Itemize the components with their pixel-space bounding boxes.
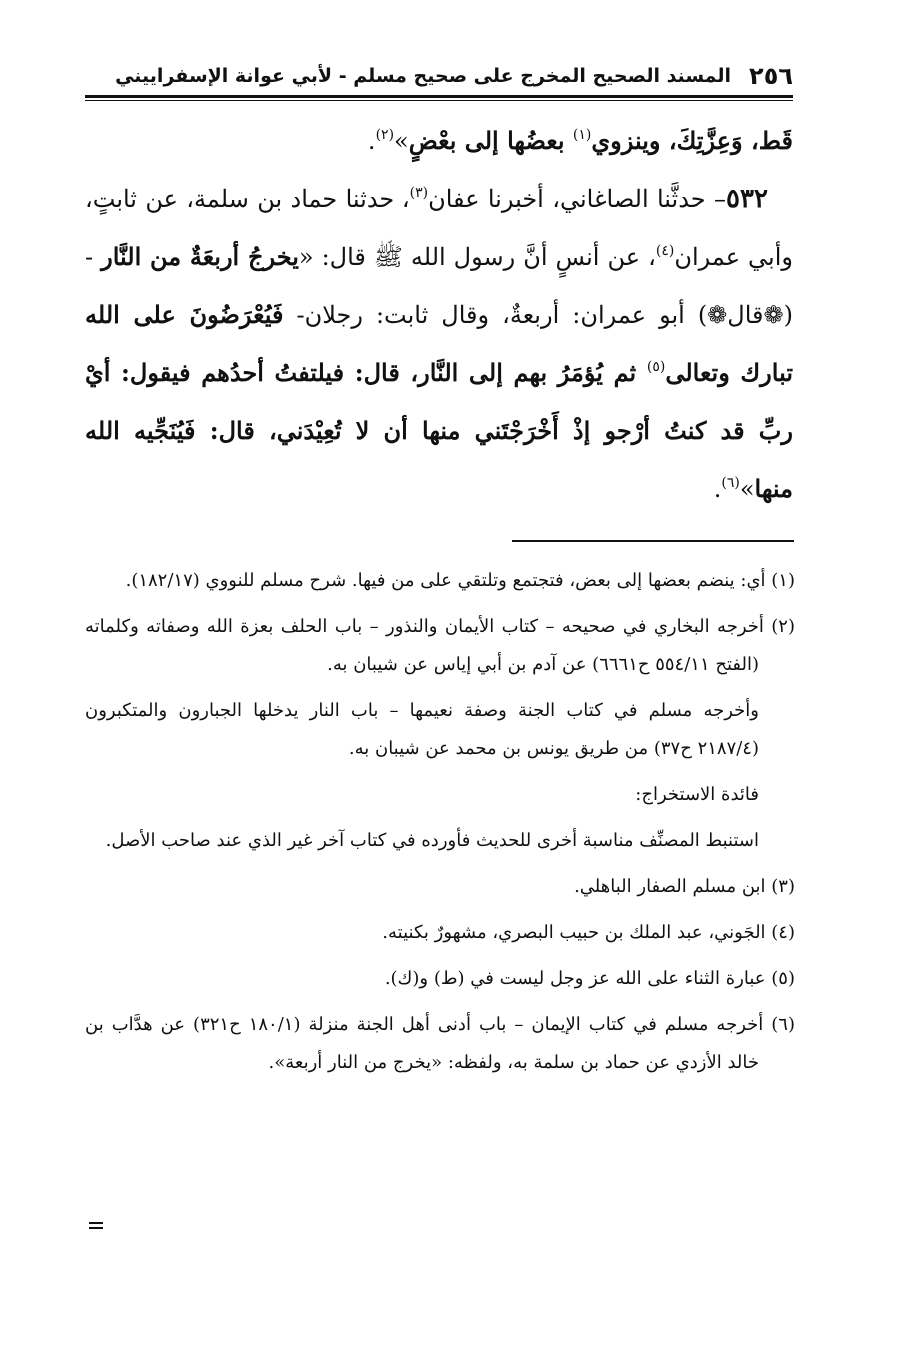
hadith-paragraph (85, 170, 793, 518)
period: . (367, 127, 376, 155)
footnote-separator (512, 540, 794, 542)
footnote-ref-2: (٢) (375, 127, 395, 143)
footnote-2-continued: وأخرجه مسلم في كتاب الجنة وصفة نعيمها – باب النار يدخلها الجبارون والمتكبرون (٢١٨٧/٤ ح٣٧) من طريق يونس بن محمد عن شيبان به. (85, 700, 759, 759)
footnote-6: (٦) أخرجه مسلم في كتاب الإيمان – باب أدنى أهل الجنة منزلة (١٨٠/١ ح٣٢١) عن هدَّاب بن خالد الأزدي عن حماد بن سلمة به، ولفظه: «يخرج من النار أربعة». (85, 1014, 795, 1073)
quote-close: » (394, 127, 409, 155)
page-number: ٢٥٦ (749, 62, 793, 90)
matn-bold: يخرجُ أربعَةٌ من النَّار (101, 242, 299, 271)
text-bold: قَط، وَعِزَّتِكَ، وينزوي (591, 126, 793, 155)
header-rule-thin (85, 100, 793, 101)
footnote-ref-4: (٤) (655, 243, 675, 259)
footnotes (85, 562, 795, 1090)
text-bold: بعضُها إلى بعْضٍ (408, 126, 573, 155)
period: . (713, 475, 722, 503)
header-rule-thick (85, 95, 793, 98)
matn-bold: فَيُعْرَضُونَ على الله تبارك وتعالى (85, 300, 793, 387)
matn-bold: ثم يُؤمَرُ بهم إلى النَّار، قال: فيلتفتُ أحدُهم فيقول: أيْ ربِّ قد كنتُ أرْجو إذْ أَخْرَجْتَني منها أن لا تُعِيْدَني، قال: فَيُنَجِّيه الله منها (85, 358, 793, 503)
hadith-number: ٥٣٢ (726, 184, 768, 214)
isnad-text: ، عن أنسٍ أنَّ رسول الله ﷺ قال: « (298, 243, 656, 271)
footnote-5: (٥) عبارة الثناء على الله عز وجل ليست في (ط) و(ك). (384, 968, 795, 989)
isnad-text: -(❁قال❁) أبو عمران: أربعةٌ، وقال ثابت: رجلان- (85, 243, 793, 329)
main-text (85, 112, 793, 518)
footnote-ref-5: (٥) (646, 359, 666, 375)
continuation-paragraph (85, 112, 793, 170)
footnote-2-note: استنبط المصنِّف مناسبة أخرى للحديث فأورده في كتاب آخر غير الذي عند صاحب الأصل. (105, 830, 759, 851)
footnote-ref-3: (٣) (409, 185, 429, 201)
footnote-1: (١) أي: ينضم بعضها إلى بعض، فتجتمع وتلتقي على من فيها. شرح مسلم للنووي (١٨٢/١٧). (125, 570, 795, 591)
footnote-ref-6: (٦) (721, 475, 740, 491)
page-header (85, 58, 793, 94)
continuation-mark (89, 1222, 103, 1232)
footnote-2-heading: فائدة الاستخراج: (635, 784, 759, 805)
running-title: المسند الصحيح المخرج على صحيح مسلم - لأبي عوانة الإسفراييني (115, 65, 732, 87)
footnote-4: (٤) الجَوني، عبد الملك بن حبيب البصري، مشهورٌ بكنيته. (382, 922, 795, 943)
footnote-2: (٢) أخرجه البخاري في صحيحه – كتاب الأيمان والنذور – باب الحلف بعزة الله وصفاته وكلماته (الفتح ٥٥٤/١١ ح٦٦٦١) عن آدم بن أبي إياس عن شيبان به. (85, 616, 795, 675)
footnote-ref-1: (١) (572, 127, 592, 143)
footnote-3: (٣) ابن مسلم الصفار الباهلي. (574, 876, 795, 897)
isnad-text: ، حدثنا حماد بن سلمة، عن ثابتٍ، وأبي عمران (85, 185, 793, 271)
quote-close: » (739, 475, 755, 503)
isnad-text: – حدثَّنا الصاغاني، أخبرنا عفان (428, 185, 727, 213)
